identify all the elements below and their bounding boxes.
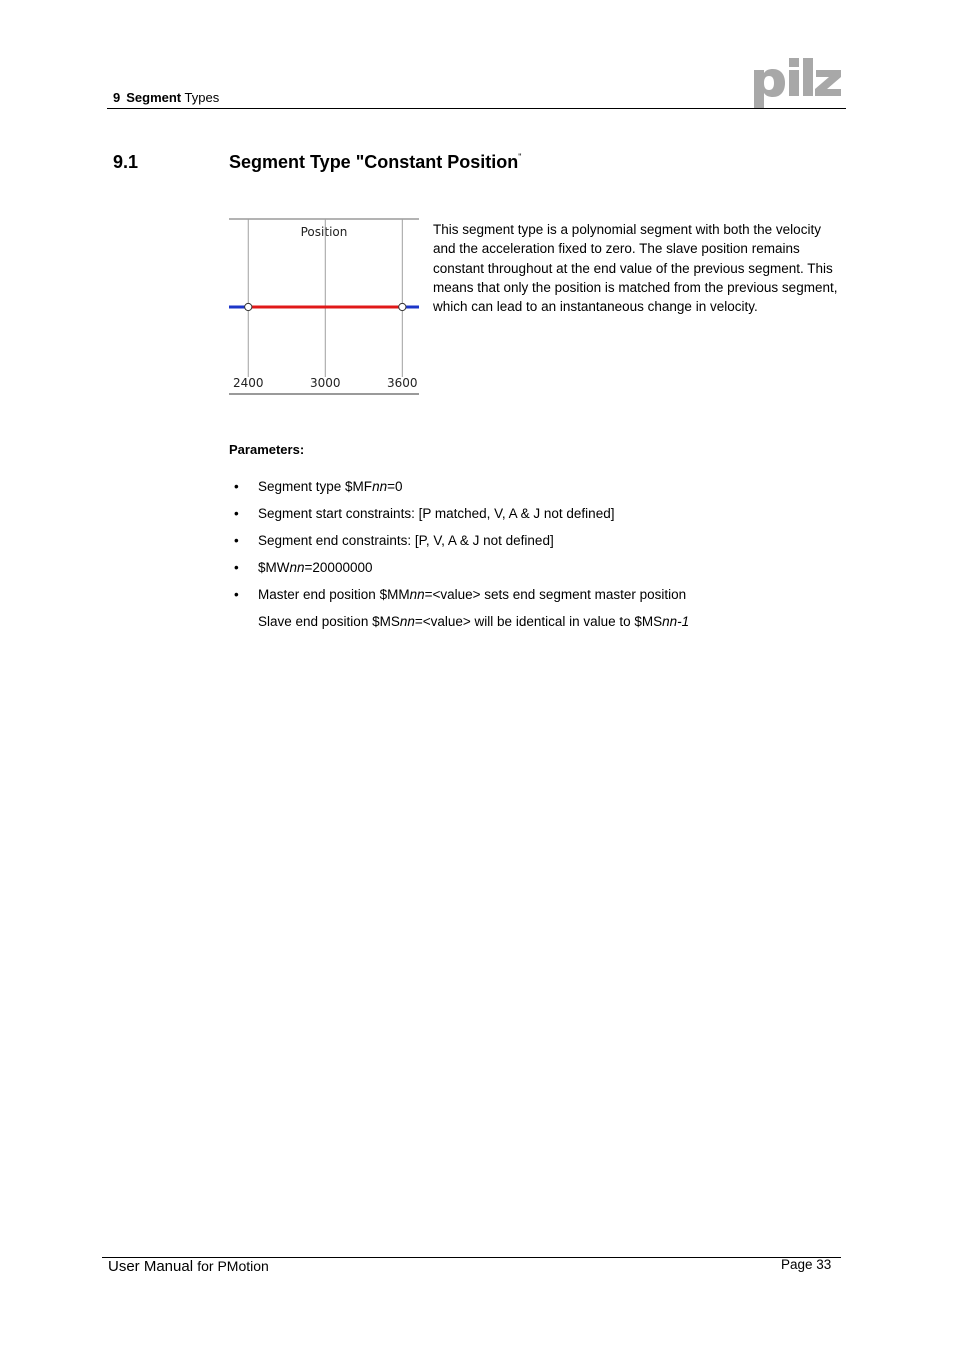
- parameters-heading: Parameters:: [229, 442, 305, 457]
- parameter-variable: nn-1: [662, 614, 690, 629]
- header-rule: [107, 108, 846, 109]
- position-chart: [229, 217, 419, 397]
- x-tick-label-2400: 2400: [232, 376, 264, 390]
- x-tick-label-3600: 3600: [387, 376, 418, 390]
- parameter-item: [258, 560, 372, 575]
- data-point-0: [245, 303, 252, 310]
- section-number: 9.1: [113, 152, 139, 172]
- bullet-icon: •: [234, 533, 239, 548]
- x-tick-labels: [233, 376, 418, 390]
- pilz-logo: [752, 56, 844, 108]
- section-title: [229, 152, 521, 173]
- chart-title: Position: [300, 225, 348, 239]
- section-title-close-quote: ": [518, 152, 522, 162]
- bullet-icon: •: [234, 479, 239, 494]
- data-point-1: [399, 303, 406, 310]
- parameter-item: [258, 533, 554, 548]
- parameter-value: =0: [387, 479, 403, 494]
- parameter-variable: nn: [372, 479, 388, 494]
- parameter-text: Segment start constraints: [P matched, V, A & J not defined]: [258, 506, 615, 521]
- x-tick-label-3000: 3000: [310, 376, 341, 390]
- section-title-text: Segment Type "Constant Position: [229, 152, 519, 172]
- parameter-item: [258, 479, 403, 494]
- bullet-icon: •: [234, 506, 239, 521]
- parameter-variable: nn: [399, 614, 415, 629]
- parameter-item: [258, 506, 614, 521]
- logo-text: pilz: [752, 56, 754, 57]
- running-header: [113, 90, 219, 105]
- grid-lines: [248, 219, 402, 377]
- parameter-text: $MW: [258, 560, 290, 575]
- parameter-text: Segment type $MF: [258, 479, 373, 494]
- parameter-text: Segment end constraints: [P, V, A & J not defined]: [258, 533, 554, 548]
- parameter-variable: nn: [289, 560, 305, 575]
- chapter-title-bold: Segment: [126, 90, 182, 105]
- page-number: Page 33: [781, 1257, 832, 1272]
- description-paragraph: This segment type is a polynomial segment with both the velocity and the acceleration fixed to zero. The slave position remains constant throughout at the end value of the previous segment. This means that only the position is matched from the previous segment, which can lead to an instantaneous change in velocity.: [433, 222, 838, 315]
- chapter-title-rest: Types: [184, 90, 220, 105]
- parameter-continuation: [258, 614, 689, 629]
- parameter-text: =<value> will be identical in value to $MS: [414, 614, 663, 629]
- parameter-text: Slave end position $MS: [258, 614, 400, 629]
- bullet-icon: •: [234, 587, 239, 602]
- footer-manual-for: for PMotion: [197, 1258, 269, 1274]
- parameter-variable: nn: [409, 587, 425, 602]
- parameter-item: [258, 587, 686, 602]
- parameter-value: =<value> sets end segment master position: [424, 587, 687, 602]
- footer-manual: [108, 1258, 269, 1275]
- footer-manual-title: User Manual: [108, 1258, 194, 1275]
- parameter-value: =20000000: [304, 560, 373, 575]
- chapter-number: 9: [113, 90, 121, 105]
- bullet-icon: •: [234, 560, 239, 575]
- parameter-text: Master end position $MM: [258, 587, 410, 602]
